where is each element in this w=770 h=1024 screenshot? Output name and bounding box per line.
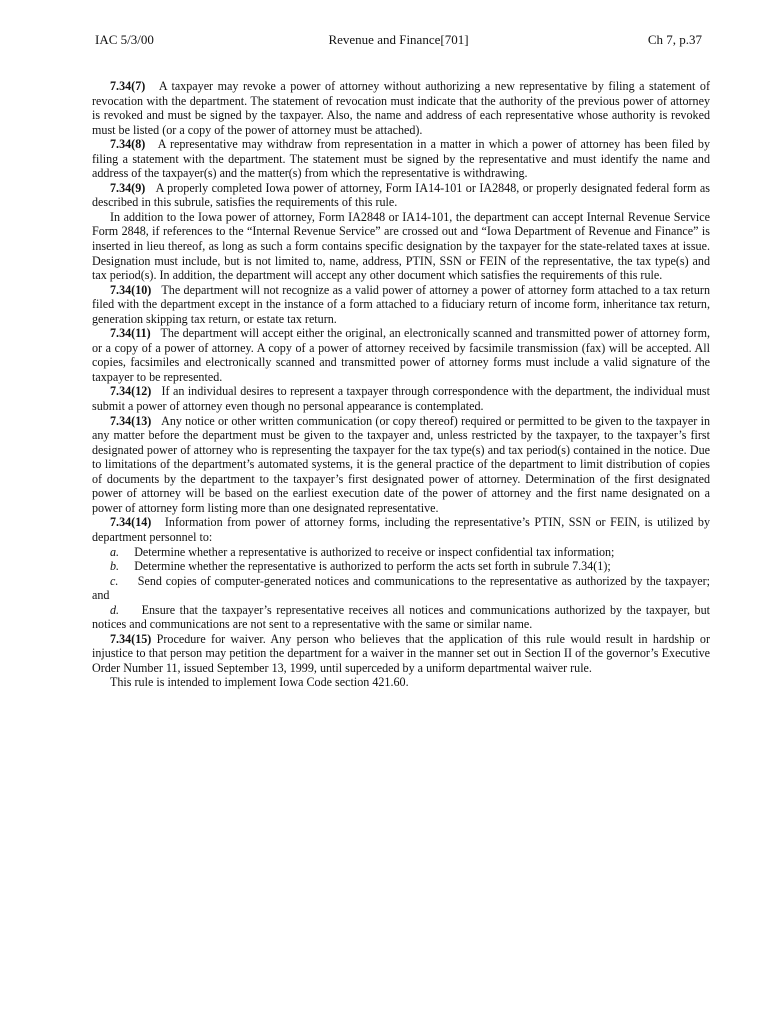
paragraph-text: If an individual desires to represent a taxpayer through correspondence with the department, the individual must submit a power of attorney even though no personal appearance is contemplated. <box>92 384 710 414</box>
paragraph-7-34-13 <box>92 414 710 516</box>
paragraph-7-34-11 <box>92 326 710 384</box>
header-title: Revenue and Finance[701] <box>328 32 469 47</box>
rule-text <box>92 79 710 690</box>
list-item-text: Determine whether the representative is authorized to perform the acts set forth in subrule 7.34(1); <box>134 559 611 574</box>
implementation-note <box>92 675 710 690</box>
paragraph-7-34-7 <box>92 79 710 137</box>
paragraph-text: A representative may withdraw from representation in a matter in which a power of attorney has been filed by filing a statement with the department. The statement must be signed by the representative and must identify the name and address of the taxpayer(s) and the matter(s) from which the representative is withdrawing. <box>92 137 711 181</box>
list-item-text: Send copies of computer-generated notices and communications to the representative as authorized by the taxpayer; and <box>92 573 710 603</box>
subrule-number: 7.34(10) <box>110 282 152 297</box>
paragraph-text: Any notice or other written communication (or copy thereof) required or permitted to be given to the taxpayer in any matter before the department must be given to the taxpayer and, unless restricted by the taxpayer, to the taxpayer’s first designated power of attorney who is representing the taxpayer for the tax type(s) and tax period(s) contained in the notice. Due to limitations of the department’s automated systems, it is the general practice of the department to limit distribution of copies of documents by the department to the taxpayer’s first designated power of attorney. Determination of the first designated power of attorney will be based on the earliest execution date of the power of attorney and the first name designated on a power of attorney form listing more than one designated representative. <box>92 413 710 515</box>
paragraph-7-34-14 <box>92 515 710 544</box>
subrule-number: 7.34(14) <box>110 515 152 530</box>
paragraph-text: The department will not recognize as a valid power of attorney a power of attorney form attached to a tax return filed with the department except in the instance of a form attached to a fiduciary return of income form, inheritance tax return, generation skipping tax return, or estate tax return. <box>92 282 710 326</box>
subrule-number: 7.34(7) <box>110 79 146 93</box>
subrule-number: 7.34(15) <box>110 631 152 646</box>
list-item-letter: a. <box>110 544 120 559</box>
list-item-letter: d. <box>110 602 120 617</box>
header-code-date: IAC 5/3/00 <box>95 32 154 47</box>
list-item-text: Determine whether a representative is authorized to receive or inspect confidential tax information; <box>134 544 615 559</box>
paragraph-7-34-9 <box>92 181 710 210</box>
paragraph-text: The department will accept either the original, an electronically scanned and transmitted power of attorney form, or a copy of a power of attorney. A copy of a power of attorney received by facsimile transmission (fax) will be accepted. All copies, facsimiles and electronically scanned and transmitted power of attorney forms must include a valid signature of the taxpayer to be represented. <box>92 326 710 384</box>
subrule-number: 7.34(11) <box>110 326 151 341</box>
running-header <box>95 30 702 50</box>
paragraph-text: This rule is intended to implement Iowa Code section 421.60. <box>110 675 409 690</box>
paragraph-text: A properly completed Iowa power of attorney, Form IA14-101 or IA2848, or properly designated federal form as described in this subrule, satisfies the requirements of this rule. <box>92 180 710 210</box>
list-item-c <box>92 574 710 603</box>
subrule-number: 7.34(13) <box>110 413 152 428</box>
paragraph-text: Procedure for waiver. Any person who believes that the application of this rule would result in hardship or injustice to that person may petition the department for a waiver in the manner set out in Section II of the governor’s Executive Order Number 11, issued September 13, 1999, until superceded by a uniform departmental waiver rule. <box>92 631 710 675</box>
paragraph-text: Information from power of attorney forms, including the representative’s PTIN, SSN or FEIN, is utilized by department personnel to: <box>92 515 710 544</box>
list-item-letter: c. <box>110 573 119 588</box>
list-item-d <box>92 603 710 632</box>
list-item-a <box>92 545 710 560</box>
paragraph-7-34-10 <box>92 283 710 327</box>
subrule-number: 7.34(8) <box>110 137 146 152</box>
paragraph-text: In addition to the Iowa power of attorney, Form IA2848 or IA14-101, the department can accept Internal Revenue Service Form 2848, if references to the “Internal Revenue Service” are crossed out and “Iowa Department of Revenue and Finance” is inserted in lieu thereof, as long as such a form contains specific designation by the taxpayer for the state-related taxes at issue. Designation must include, but is not limited to, name, address, PTIN, SSN or FEIN of the representative, the tax type(s) and tax period(s). In addition, the department will accept any other document which satisfies the requirements of this rule. <box>92 209 710 283</box>
subrule-number: 7.34(9) <box>110 180 146 195</box>
paragraph-7-34-12 <box>92 384 710 413</box>
list-item-text: Ensure that the taxpayer’s representative receives all notices and communications authorized by the taxpayer, but notices and communications are not sent to a representative with the same or similar name. <box>92 602 710 632</box>
paragraph-7-34-15 <box>92 632 710 676</box>
paragraph-7-34-8 <box>92 137 710 181</box>
paragraph-text: A taxpayer may revoke a power of attorney without authorizing a new representative by filing a statement of revocation with the department. The statement of revocation must indicate that the authority of the previous power of attorney is revoked and must be signed by the taxpayer. Also, the name and address of each representative whose authority is revoked must be listed (or a copy of the power of attorney must be attached). <box>92 79 710 137</box>
header-page-ref: Ch 7, p.37 <box>647 32 702 47</box>
list-item-letter: b. <box>110 559 120 574</box>
subrule-number: 7.34(12) <box>110 384 152 399</box>
paragraph-7-34-9-continued <box>92 210 710 283</box>
list-item-b <box>92 559 710 574</box>
